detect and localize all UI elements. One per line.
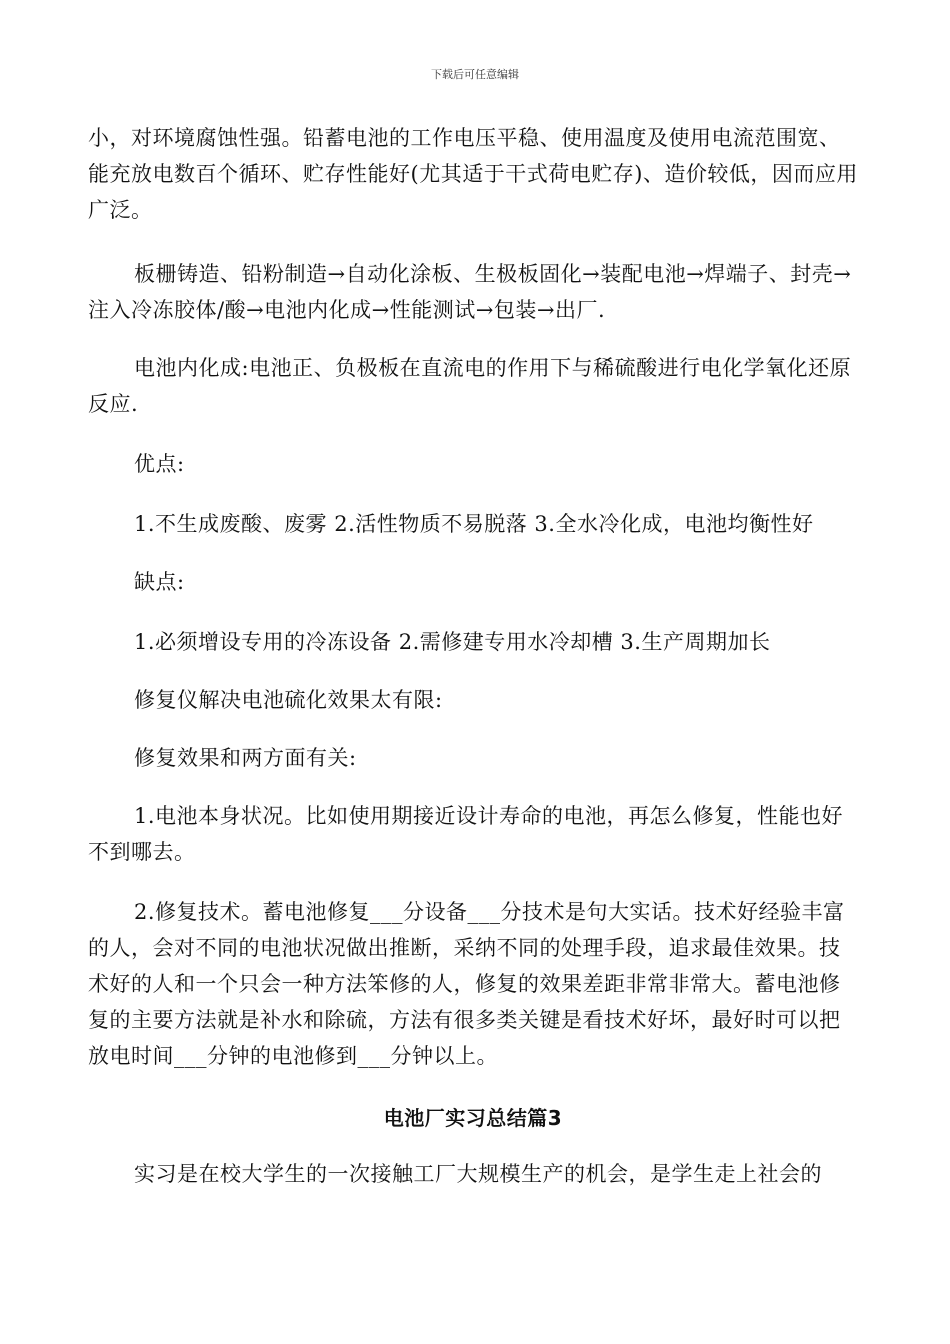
paragraph-process-flow: 板栅铸造、铅粉制造→自动化涂板、生极板固化→装配电池→焊端子、封壳→注入冷冻胶体/酸→电池内化成→性能测试→包装→出厂. xyxy=(88,262,852,322)
paragraph-repair-technique: 2.修复技术。蓄电池修复___分设备___分技术是句大实话。技术好经验丰富的人，会对不同的电池状况做出推断，采纳不同的处理手段，追求最佳效果。技术好的人和一个只会一种方法笨修的人，修复的效果差距非常非常大。蓄电池修复的主要方法就是补水和除硫，方法有很多类关键是看技术好坏，最好时可以把放电时间___分钟的电池修到___分钟以上。 xyxy=(88,900,845,1068)
paragraph-advantages-heading: 优点: xyxy=(134,452,185,476)
paragraph-disadvantages-list: 1.必须增设专用的冷冻设备 2.需修建专用水冷却槽 3.生产周期加长 xyxy=(134,630,771,654)
paragraph-internal-formation: 电池内化成:电池正、负极板在直流电的作用下与稀硫酸进行电化学氧化还原反应. xyxy=(88,356,852,416)
paragraph-repair-limit: 修复仪解决电池硫化效果太有限: xyxy=(134,688,443,712)
paragraph-repair-factors: 修复效果和两方面有关: xyxy=(134,746,357,770)
paragraph-battery-condition: 1.电池本身状况。比如使用期接近设计寿命的电池，再怎么修复，性能也好不到哪去。 xyxy=(88,804,844,864)
paragraph-disadvantages-heading: 缺点: xyxy=(134,570,185,594)
paragraph-advantages-list: 1.不生成废酸、废雾 2.活性物质不易脱落 3.全水冷化成，电池均衡性好 xyxy=(134,512,814,536)
paragraph-internship: 实习是在校大学生的一次接触工厂大规模生产的机会，是学生走上社会的 xyxy=(134,1162,822,1186)
section-title: 电池厂实习总结篇3 xyxy=(383,1106,563,1130)
header-note: 下载后可任意编辑 xyxy=(431,68,519,81)
paragraph-intro: 小，对环境腐蚀性强。铅蓄电池的工作电压平稳、使用温度及使用电流范围宽、能充放电数百个循环、贮存性能好(尤其适于干式荷电贮存)、造价较低，因而应用广泛。 xyxy=(88,126,858,222)
